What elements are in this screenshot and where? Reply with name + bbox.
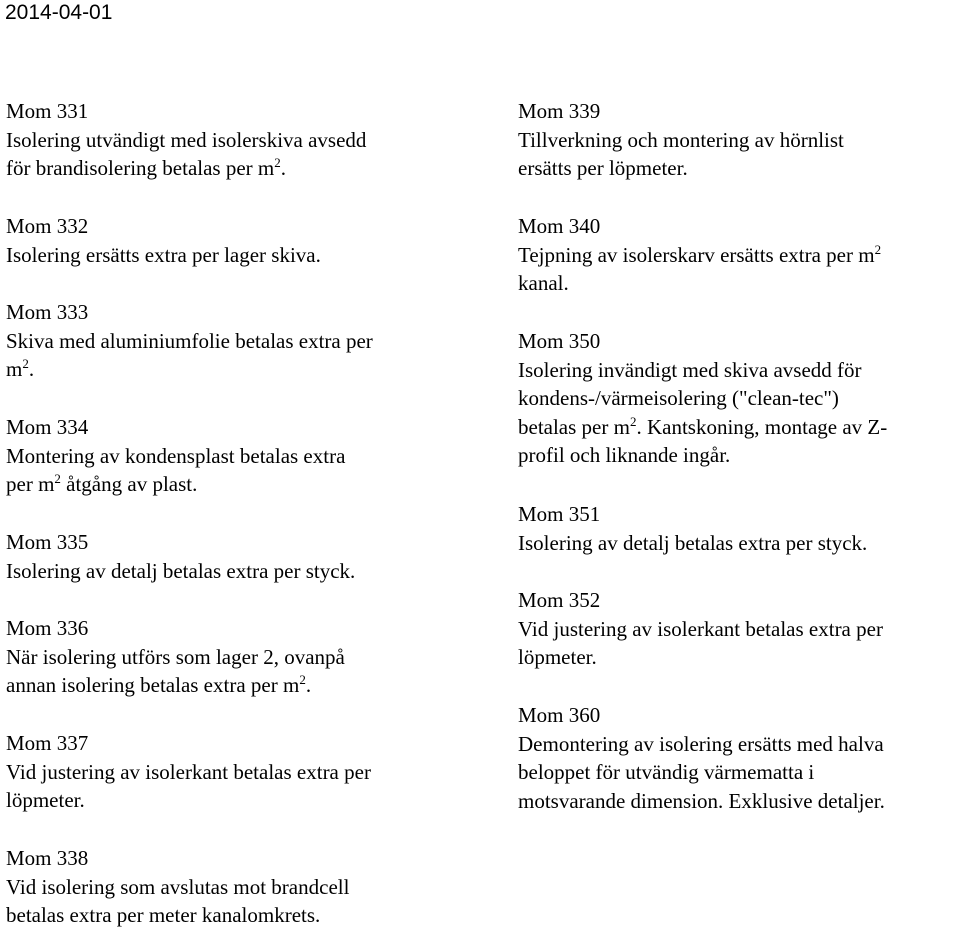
document-date: 2014-04-01 — [5, 1, 113, 24]
mom-title: Mom 332 — [6, 214, 89, 238]
mom-text-line: löpmeter. — [6, 788, 85, 813]
mom-item — [518, 500, 867, 557]
mom-item — [518, 701, 885, 815]
mom-text-line: Isolering av detalj betalas extra per styck. — [6, 558, 356, 583]
mom-item — [6, 614, 345, 700]
mom-item — [518, 586, 883, 672]
mom-title: Mom 335 — [6, 530, 89, 554]
mom-item — [6, 212, 321, 269]
superscript-exponent: 2 — [22, 356, 29, 372]
superscript-exponent: 2 — [54, 471, 61, 487]
mom-text-line: $m^2$. — [6, 356, 35, 382]
mom-text-line: beloppet för utvändig värmematta i — [518, 760, 815, 785]
mom-text-line: Tillverkning och montering av hörnlist — [518, 127, 844, 152]
mom-text-line: Isolering invändigt med skiva avsedd för — [518, 357, 862, 382]
mom-text-line: kondens-/värmeisolering ("clean-tec") — [518, 386, 839, 411]
mom-item — [6, 413, 345, 499]
mom-item — [518, 212, 881, 298]
mom-title: Mom 334 — [6, 415, 89, 439]
mom-text-line: Vid justering av isolerkant betalas extra per — [518, 616, 883, 641]
superscript-exponent: 2 — [299, 672, 306, 688]
mom-title: Mom 360 — [518, 703, 601, 727]
mom-title: Mom 336 — [6, 616, 89, 640]
mom-item — [518, 97, 844, 183]
mom-title: Mom 339 — [518, 99, 601, 123]
mom-item — [6, 97, 366, 183]
mom-text-line: Demontering av isolering ersätts med halva — [518, 731, 884, 756]
mom-text-line: Vid isolering som avslutas mot brandcell — [6, 874, 350, 899]
mom-text-line: motsvarande dimension. Exklusive detaljer. — [518, 788, 885, 813]
mom-text-line: Tejpning av isolerskarv ersätts extra per $m^2$ — [518, 241, 882, 267]
mom-text-line: för brandisolering betalas per $m^2$. — [6, 155, 286, 181]
mom-text-line: betalas per $m^2$. Kantskoning, montage av Z- — [518, 413, 888, 439]
mom-text-line: profil och liknande ingår. — [518, 443, 731, 468]
superscript-exponent: 2 — [629, 413, 637, 429]
mom-item — [6, 729, 371, 815]
mom-item — [518, 327, 887, 470]
superscript-exponent: 2 — [874, 241, 882, 257]
mom-title: Mom 340 — [518, 214, 601, 238]
mom-item — [6, 298, 373, 384]
mom-text-line: Isolering ersätts extra per lager skiva. — [6, 242, 321, 267]
mom-title: Mom 352 — [518, 588, 601, 612]
mom-text-line: annan isolering betalas extra per $m^2$. — [6, 672, 312, 698]
mom-item — [6, 844, 349, 930]
mom-text-line: Montering av kondensplast betalas extra — [6, 443, 346, 468]
mom-title: Mom 350 — [518, 329, 601, 353]
mom-title: Mom 337 — [6, 731, 89, 755]
mom-text-line: kanal. — [518, 271, 569, 296]
mom-title: Mom 331 — [6, 99, 89, 123]
mom-text-line: ersätts per löpmeter. — [518, 156, 688, 181]
mom-text-line: Skiva med aluminiumfolie betalas extra per — [6, 328, 373, 353]
mom-item — [6, 528, 355, 585]
superscript-exponent: 2 — [274, 155, 281, 171]
mom-text-line: löpmeter. — [518, 645, 597, 670]
mom-text-line: per $m^2$ åtgång av plast. — [6, 471, 198, 497]
mom-title: Mom 351 — [518, 502, 601, 526]
mom-text-line: När isolering utförs som lager 2, ovanpå — [6, 644, 345, 669]
mom-text-line: Vid justering av isolerkant betalas extra per — [6, 759, 371, 784]
mom-title: Mom 333 — [6, 300, 89, 324]
mom-text-line: Isolering utvändigt med isolerskiva avsedd — [6, 127, 367, 152]
mom-text-line: betalas extra per meter kanalomkrets. — [6, 903, 321, 928]
mom-text-line: Isolering av detalj betalas extra per styck. — [518, 530, 868, 555]
mom-title: Mom 338 — [6, 846, 89, 870]
